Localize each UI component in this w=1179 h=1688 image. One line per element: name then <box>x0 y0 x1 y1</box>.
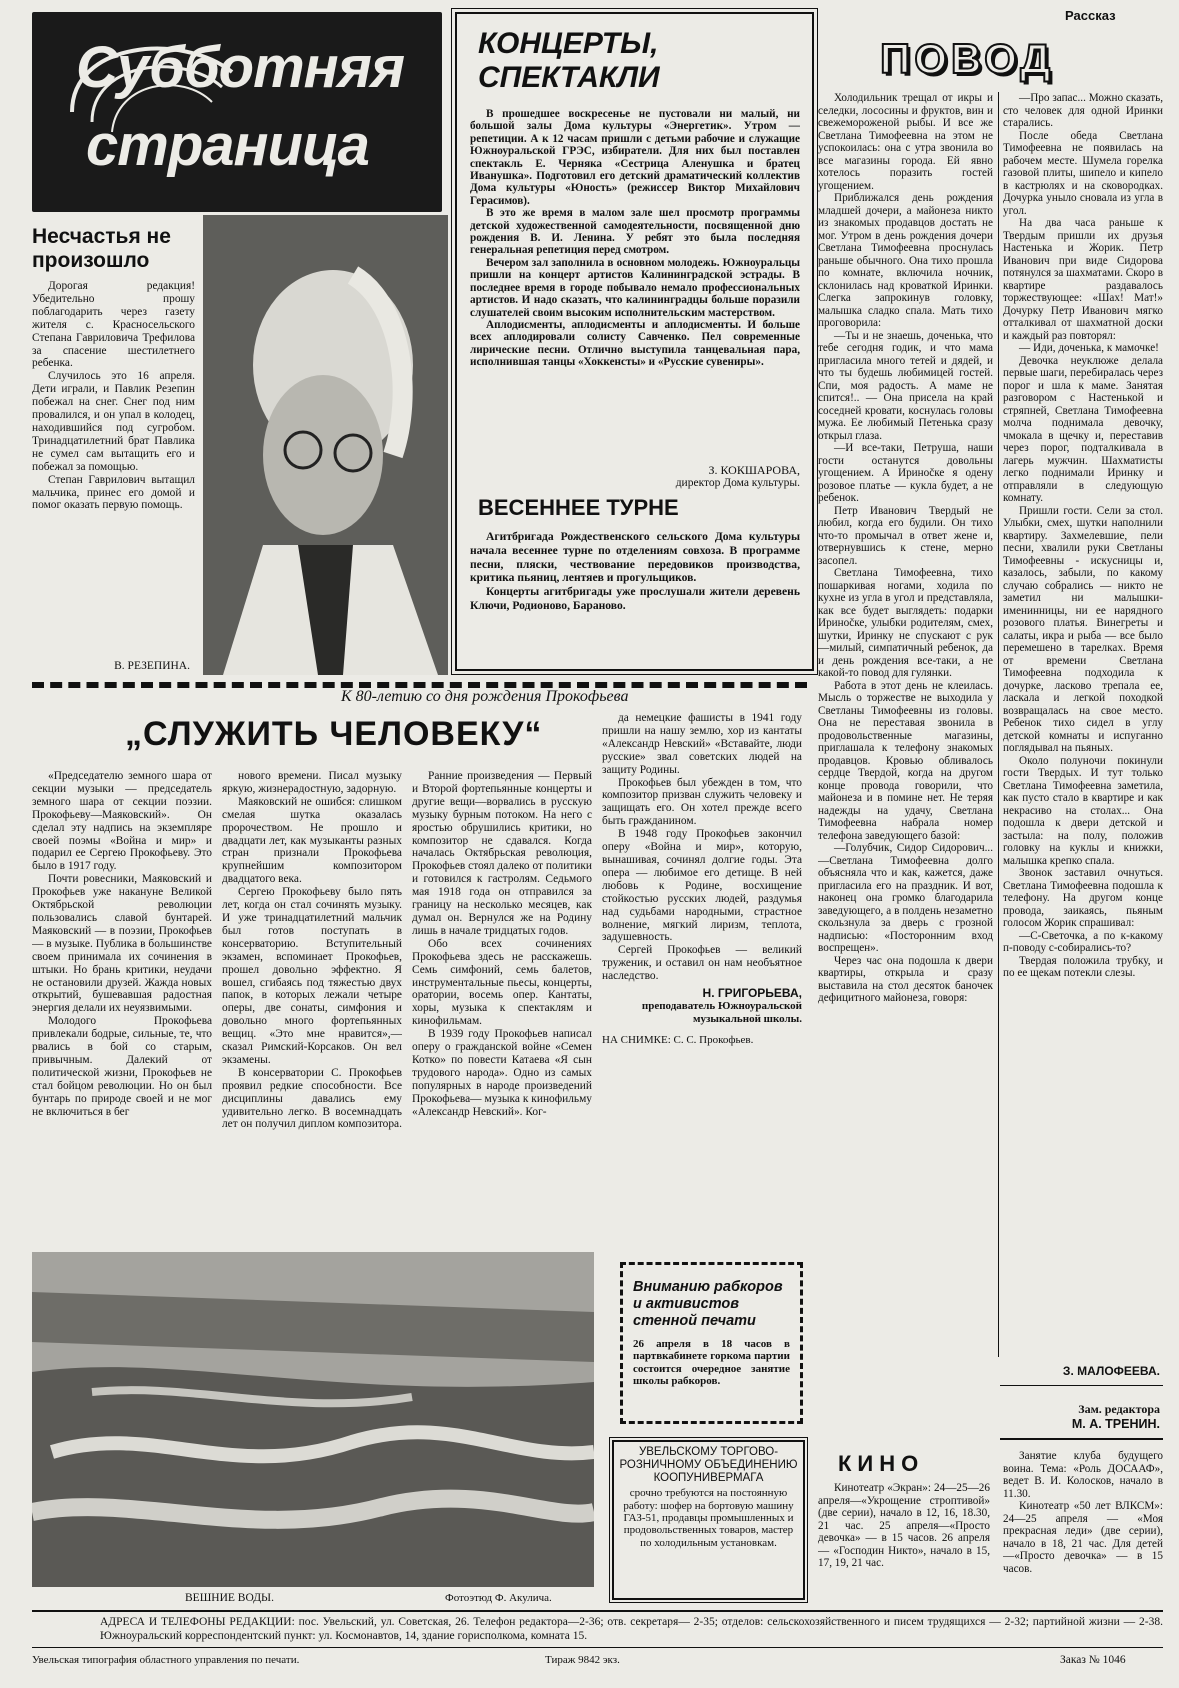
prokofiev-col4 <box>602 712 802 1217</box>
prokofiev-signature-role: преподаватель Южноуральской музыкальной школы. <box>641 999 802 1025</box>
story-paragraph: Девочка неуклюже делала первые шаги, перебиралась через порог и шла к маме. Занятая разговором с Настенькой и стряпней, Светлана Тимофеевна молча поднимала девочку, чмокала в щечку и, переставив через порог, подталкивала в лагерь мужчин. Шахматисты легко поднимали Иринку и отправляли в следующую комнату. <box>1003 354 1163 504</box>
concerts-title-1: КОНЦЕРТЫ, <box>478 27 659 60</box>
rabkor-box <box>620 1262 803 1424</box>
accident-signature: В. РЕЗЕПИНА. <box>114 660 190 672</box>
prokofiev-paragraph: Маяковский не ошибся: слишком смелая шутка оказалась пророчеством. Не прошло и двадцати лет, как музыканты разных стран признали Прокофьева крупнейшим композитором двадцатого века. <box>222 795 402 886</box>
prokofiev-paragraph: Прокофьев был убежден в том, что композитор призван служить человеку и защищать его. Он хотел прежде всего быть гражданином. <box>602 776 802 828</box>
prokofiev-paragraph: Почти ровесники, Маяковский и Прокофьев уже накануне Великой Октябрьской революции пользовались славой бунтарей. Маяковский — в поэзии, Прокофьев — в музыке. Публика в большинстве своем принимала их сочинения в штыки. Но брань критики, неудачи не остановили друзей. Жажда новых открытий, бушевавшая радостная энергия делали их неуязвимыми. <box>32 873 212 1015</box>
story-paragraph: Твердая положила трубку, и по ее щекам потекли слезы. <box>1003 954 1163 979</box>
jobs-box <box>612 1440 805 1600</box>
prokofiev-caption: НА СНИМКЕ: С. С. Прокофьев. <box>602 1033 754 1046</box>
cinema-paragraph: Кинотеатр «50 лет ВЛКСМ»: 24—25 апреля — «Моя прекрасная леди» (две серии), начало в 18, 21 час. Для детей —«Просто девочка» — в 15 часов. <box>1003 1500 1163 1575</box>
story-title: ПОВОД <box>880 35 1055 82</box>
spring-photo-caption: ВЕШНИЕ ВОДЫ. <box>185 1592 274 1604</box>
story-paragraph: —И все-таки, Петруша, наши гости останутся довольны угощением. А Иринočке я одену розовое платье — кукла будет, а не ребенок. <box>818 442 993 504</box>
concerts-title-2: СПЕКТАКЛИ <box>478 61 660 94</box>
story-paragraph: —Ты и не знаешь, доченька, что тебе сегодня годик, и что мама пригласила много тетей и дядей, и что ты будешь любимицей гостей. Спи, моя радость. А маме не спится!.. — Она присела на край соседней кровати, коснулась головы мужа. Ее любимый Петенька сразу открыл глаза. <box>818 329 993 442</box>
story-paragraph: После обеда Светлана Тимофеевна не появилась на рабочем месте. Шумела горелка газовой плиты, шипело и кипело в кастрюлях и на сковородках. Дочурка уныло сновала из угла в угол. <box>1003 129 1163 217</box>
accident-paragraph: Случилось это 16 апреля. Дети играли, и Павлик Резепин побежал на снег. Снег под ним провалился, и он упал в колодец, находившийся под сугробом. Тринадцатилетний брат Павлика не сумел сам вытащить его и побежал за помощью. <box>32 370 195 473</box>
story-paragraph: Светлана Тимофеевна, тихо пошаркивая ногами, ходила по кухне из угла в угол и представляла, как все будет выглядеть: подарки Иринočке, улыбки родителям, смех, шутки, Иринку не спускают с рук —милый, симпатичный ребенок, да и день рождения все-таки, а не какой-то повод для гулянки. <box>818 567 993 679</box>
cinema-col2 <box>1003 1450 1163 1600</box>
concerts-paragraph: Вечером зал заполнила в основном молодежь. Южноуральцы пришли на концерт артистов Калининградской эстрады. В последнее время в городе побывало немало профессиональных артистов. И надо сказать, что калининградцы больше поразили слушателей своим высоким исполнительским мастерством. <box>470 256 800 319</box>
prokofiev-title: „СЛУЖИТЬ ЧЕЛОВЕКУ“ <box>125 715 543 753</box>
prokofiev-paragraph: Ранние произведения — Первый и Второй фортепьянные концерты и другие вещи—ворвались в русскую музыку бурным потоком. На него с яростью обрушились критики, но композитор не сдавался. Когда началась Октябрьская революция, Прокофьев стоял далеко от политики и готовился к гастролям. Седьмого мая 1918 года он отправился за границу на несколько месяцев, как думал он. Вернулся же на Родину лишь в начале тридцатых годов. <box>412 770 592 937</box>
footer-order: Заказ № 1046 <box>1060 1654 1126 1666</box>
story-paragraph: Около полуночи покинули гости Твердых. И тут только Светлана Тимофеевна заметила, как пусто стало в квартире и как некрасиво на столах... Она подошла к двери детской и застыла: на полу, положив головку на куклы и книжки, малышка крепко спала. <box>1003 754 1163 867</box>
prokofiev-col3 <box>412 770 592 1230</box>
masthead-line2: страница <box>86 113 369 178</box>
prokofiev-signature: Н. ГРИГОРЬЕВА, <box>702 986 802 1001</box>
landscape-image <box>32 1252 594 1587</box>
tour-title: ВЕСЕННЕЕ ТУРНЕ <box>478 495 679 520</box>
story-paragraph: Работа в этот день не клеилась. Мысль о торжестве не выходила у Светланы Тимофеевны из головы. Она не переставая звонила в продовольственные магазины, приглашала к телефону знакомых продавцов. Кровью обливалось сердце Твердой, когда на другом конце провода говорили, что майонеза и в помине нет. Не теряя надежды на удачу, Светлана Тимофеевна набрала номер телефона заведующего базой: <box>818 679 993 842</box>
tour-paragraph: Концерты агитбригады уже прослушали жители деревень Ключи, Родионово, Бараново. <box>470 585 800 612</box>
footer-circulation: Тираж 9842 экз. <box>545 1654 620 1666</box>
prokofiev-paragraph: нового времени. Писал музыку яркую, жизнерадостную, задорную. <box>222 770 402 795</box>
prokofiev-paragraph: Сергею Прокофьеву было пять лет, когда он стал сочинять музыку. И уже тринадцатилетний мальчик был готов поступать в консерваторию. Вступительный экзамен, вспоминает Прокофьев, прошел довольно эффектно. Я вошел, сгибаясь под тяжестью двух папок, в которых лежали четыре оперы, две сонаты, симфония и довольно много фортепьянных вещиц. «Это мне нравится»,— сказал Римский-Корсаков. Он вел экзамены. <box>222 886 402 1066</box>
story-col1 <box>818 92 993 1470</box>
prokofiev-paragraph: Обо всех сочинениях Прокофьева здесь не расскажешь. Семь симфоний, семь балетов, инструментальные пьесы, концерты, оратории, восемь опер. Кантаты, хоры, музыка к спектаклям и кинофильмам. <box>412 937 592 1028</box>
prokofiev-kicker: К 80-летию со дня рождения Прокофьева <box>335 688 634 706</box>
editor-rule <box>1000 1385 1163 1386</box>
concerts-signature-role: директор Дома культуры. <box>675 477 800 489</box>
cinema-title: КИНО <box>838 1451 925 1476</box>
cinema-col1 <box>818 1482 990 1600</box>
prokofiev-paragraph: Сергей Прокофьев — великий труженик, и оставил он нам необъятное наследство. <box>602 944 802 983</box>
editor-name: М. А. ТРЕНИН. <box>1071 1417 1160 1431</box>
story-paragraph: На два часа раньше к Твердым пришли их друзья Настенька и Жорик. Петр Иванович при виде Сидорова потянулся за шахматами. Скоро в квартире раздавалось торжествующее: «Шах! Мат!» Дочурку Петр Иванович мягко отталкивал от шахматной доски и каждый раз повторял: <box>1003 217 1163 342</box>
prokofiev-photo <box>203 215 448 675</box>
footer-address: АДРЕСА И ТЕЛЕФОНЫ РЕДАКЦИИ: пос. Увельский, ул. Советская, 26. Телефон редактора—2-36; отв. секретаря— 2-35; отделов: сельскохозяйственного и писем трудящихся — 2-32; партийной жизни — 2-38. Южноуральский корреспондентский пункт: ул. Космонавтов, 14, здание горисполкома, комната 15. <box>100 1616 1163 1642</box>
masthead <box>32 12 442 212</box>
concerts-body <box>470 108 800 453</box>
jobs-body: срочно требуются на постоянную работу: шофер на бортовую машину ГАЗ-51, продавцы промышленных и продовольственных товаров, мастер по холодильным установкам. <box>623 1487 794 1549</box>
prokofiev-paragraph: Молодого Прокофьева привлекали бодрые, сильные, те, что рвались в бой со старым, привычным. Далекий от политической жизни, Прокофьев не стал бойцом революции. Но он был бунтарь по природе своей и не мог не включиться в бег <box>32 1015 212 1118</box>
story-signature: З. МАЛОФЕЕВА. <box>1062 1364 1160 1378</box>
story-paragraph: Через час она подошла к двери квартиры, открыла и сразу выставила на стол десяток баночек дефицитного майонеза, говоря: <box>818 954 993 1004</box>
concerts-paragraph: Аплодисменты, аплодисменты и аплодисменты. И больше всех аплодировали солисту Савченко. Пел современные лирические песни. Отлично выступила танцевальная пара, исполнившая танцы «Хоккенсты» и «Русские сувениры». <box>470 318 800 369</box>
prokofiev-paragraph: В 1939 году Прокофьев написал оперу о гражданской войне «Семен Котко» по повести Катаева «Я сын трудового народа». Одно из самых популярных в народе произведений Прокофьева— музыка к кинофильму «Александр Невский». Ког- <box>412 1028 592 1118</box>
story-paragraph: —С-Светочка, а по к-какому п-поводу с-собирались-то? <box>1003 929 1163 954</box>
story-paragraph: Пришли гости. Сели за стол. Улыбки, смех, шутки наполнили квартиру. Захмелевшие, пели песни, хвалили руки Светланы Тимофеевны - искусницы и, казалось, забыли, по какому случаю собрались — никто не заметил ни малышки-именинницы, ни ее нарядного розового платья. Винегреты и салаты, икра и рыба — все было перемешено в тарелках. Время от времени Светлана Тимофеевна подходила к дочурке, ласково трепала ее, ласкала и легкой походкой возвращалась на свое место. Ребенок тихо сидел в углу детской комнаты и испуганно поглядывал на пьяных. <box>1003 504 1163 754</box>
accident-body <box>32 280 195 665</box>
story-paragraph: Приближался день рождения младшей дочери, а майонеза никто из знакомых продавцов достать не мог. Утром в день рождения дочери Светлана Тимофеевна проснулась раньше обычного. Она тихо прошла по комнате, включила ночник, склонилась над кроваткой Иринки. Слегка запрокинув головку, малышка сладко спала. Мать тихо проговорила: <box>818 192 993 329</box>
story-col2 <box>1003 92 1163 1357</box>
tour-paragraph: Агитбригада Рождественского сельского Дома культуры начала весеннее турне по отделениям совхоза. В программе песни, пляски, чествование передовиков производства, критика пьяниц, лентяев и прогульщиков. <box>470 530 800 585</box>
tour-body <box>470 530 800 655</box>
masthead-line1: Субботняя <box>76 35 405 100</box>
prokofiev-col1 <box>32 770 212 1230</box>
concerts-signature: З. КОКШАРОВА, <box>708 463 800 477</box>
accident-paragraph: Степан Гаврилович вытащил мальчика, принес его домой и помог оказать первую помощь. <box>32 473 195 512</box>
portrait-image <box>203 215 448 675</box>
cinema-paragraph: Занятие клуба будущего воина. Тема: «Роль ДОСААФ», ведет В. И. Колосков, начало в 11.30. <box>1003 1450 1163 1500</box>
footer-printer: Увельская типография областного управления по печати. <box>32 1654 300 1666</box>
editor-rule-bottom <box>1000 1438 1163 1440</box>
concerts-paragraph: В прошедшее воскресенье не пустовали ни малый, ни большой залы Дома культуры «Энергетик». Утром — репетиции. А к 12 часам пришли с детьми рабочие и служащие Южноуральской ГРЭС, избиратели. Для них был поставлен спектакль Е. Черняка «Сестрица Аленушка и братец Иванушка». Подготовил его детский драматический коллектив Дома культуры «Юность» (режиссер Виктор Михайлович Герасимов). <box>470 108 800 207</box>
rabkor-body: 26 апреля в 18 часов в партвкабинете горкома партии состоится очередное занятие школы рабкоров. <box>633 1338 790 1388</box>
story-paragraph: Звонок заставил очнуться. Светлана Тимофеевна подошла к телефону. На другом конце провода, заикаясь, пьяным голосом Жорик спрашивал: <box>1003 867 1163 929</box>
prokofiev-paragraph: В консерватории С. Прокофьев проявил редкие способности. Все дисциплины давались ему удивительно легко. В восемнадцать лет он получил диплом композитора. <box>222 1066 402 1131</box>
prokofiev-paragraph: В 1948 году Прокофьев закончил оперу «Война и мир», которую, вынашивая, сочинял долгие годы. Эта опера — любимое его детище. В ней любовь к Родине, восхищение стойкостью русских людей, раздумья над судьбами народными, страстное волнение, мягкий лиризм, теплота, задушевность. <box>602 828 802 944</box>
story-column-rule <box>998 92 999 1357</box>
cinema-paragraph: Кинотеатр «Экран»: 24—25—26 апреля—«Укрощение строптивой» (две серии), начало в 12, 16, 18.30, 21 час. 25 апреля—«Просто девочка» — в 15 часов. 26 апреля — «Господин Никто», начало в 15, 17, 19, 21 час. <box>818 1482 990 1569</box>
accident-title: Несчастья не произошло <box>32 225 171 272</box>
prokofiev-paragraph: «Председателю земного шара от секции музыки — председатель земного шара от секции поэзии. Прокофьеву—Маяковский». Он сделал эту надпись на экземпляре своей поэмы «Война и мир» и подарил ее Сергею Прокофьеву. Это было в 1917 году. <box>32 770 212 873</box>
story-paragraph: Холодильник трещал от икры и селедки, лососины и фруктов, вин и свежемороженой рыбы. И все же Светлана Тимофеевна на этом не успокоилась: она с утра звонила во все магазины города. Ей явно хотелось поразить гостей угощением. <box>818 92 993 192</box>
footer-rule-bottom <box>32 1647 1163 1648</box>
footer-rule-top <box>32 1610 1163 1612</box>
story-paragraph: —Голубчик, Сидор Сидорович...—Светлана Тимофеевна долго объясняла что и как, кажется, даже пригласила его на праздник. И вот, наконец она громко благодарила заведующего, а в полдень незаметно скользнула за дверь с грозной надписью: «Посторонним вход воспрещен». <box>818 842 993 954</box>
spring-waters-photo <box>32 1252 594 1587</box>
accident-paragraph: Дорогая редакция! Убедительно прошу поблагодарить через газету жителя с. Красносельского Степана Гавриловича Трефилова за спасение шестилетнего ребенка. <box>32 280 195 370</box>
prokofiev-paragraph: да немецкие фашисты в 1941 году пришли на нашу землю, хор из кантаты «Александр Невский» «Вставайте, люди русские» звал советских людей на защиту Родины. <box>602 712 802 776</box>
story-paragraph: Петр Иванович Твердый не любил, когда его будили. Он тихо что-то промычал в ответ жене и, отвернувшись к стене, мерно засопел. <box>818 504 993 567</box>
story-paragraph: — Иди, доченька, к мамочке! <box>1019 342 1159 354</box>
story-paragraph: —Про запас... Можно сказать, сто человек для одной Иринки старались. <box>1003 92 1163 129</box>
spring-photo-credit: Фотоэтюд Ф. Акулича. <box>445 1592 552 1604</box>
story-kicker: Рассказ <box>1065 8 1116 23</box>
jobs-title: УВЕЛЬСКОМУ ТОРГОВО-РОЗНИЧНОМУ ОБЪЕДИНЕНИЮ КООПУНИВЕРМАГА <box>619 1446 798 1484</box>
editor-role: Зам. редактора <box>1078 1402 1160 1416</box>
rabkor-title: Вниманию рабкоров и активистов стенной печати <box>633 1279 783 1329</box>
prokofiev-col2 <box>222 770 402 1230</box>
concerts-paragraph: В это же время в малом зале шел просмотр программы детской художественной самодеятельности, посвященной дню рождения В. И. Ленина. У ребят это была последняя генеральная репетиция перед смотром. <box>470 207 800 257</box>
